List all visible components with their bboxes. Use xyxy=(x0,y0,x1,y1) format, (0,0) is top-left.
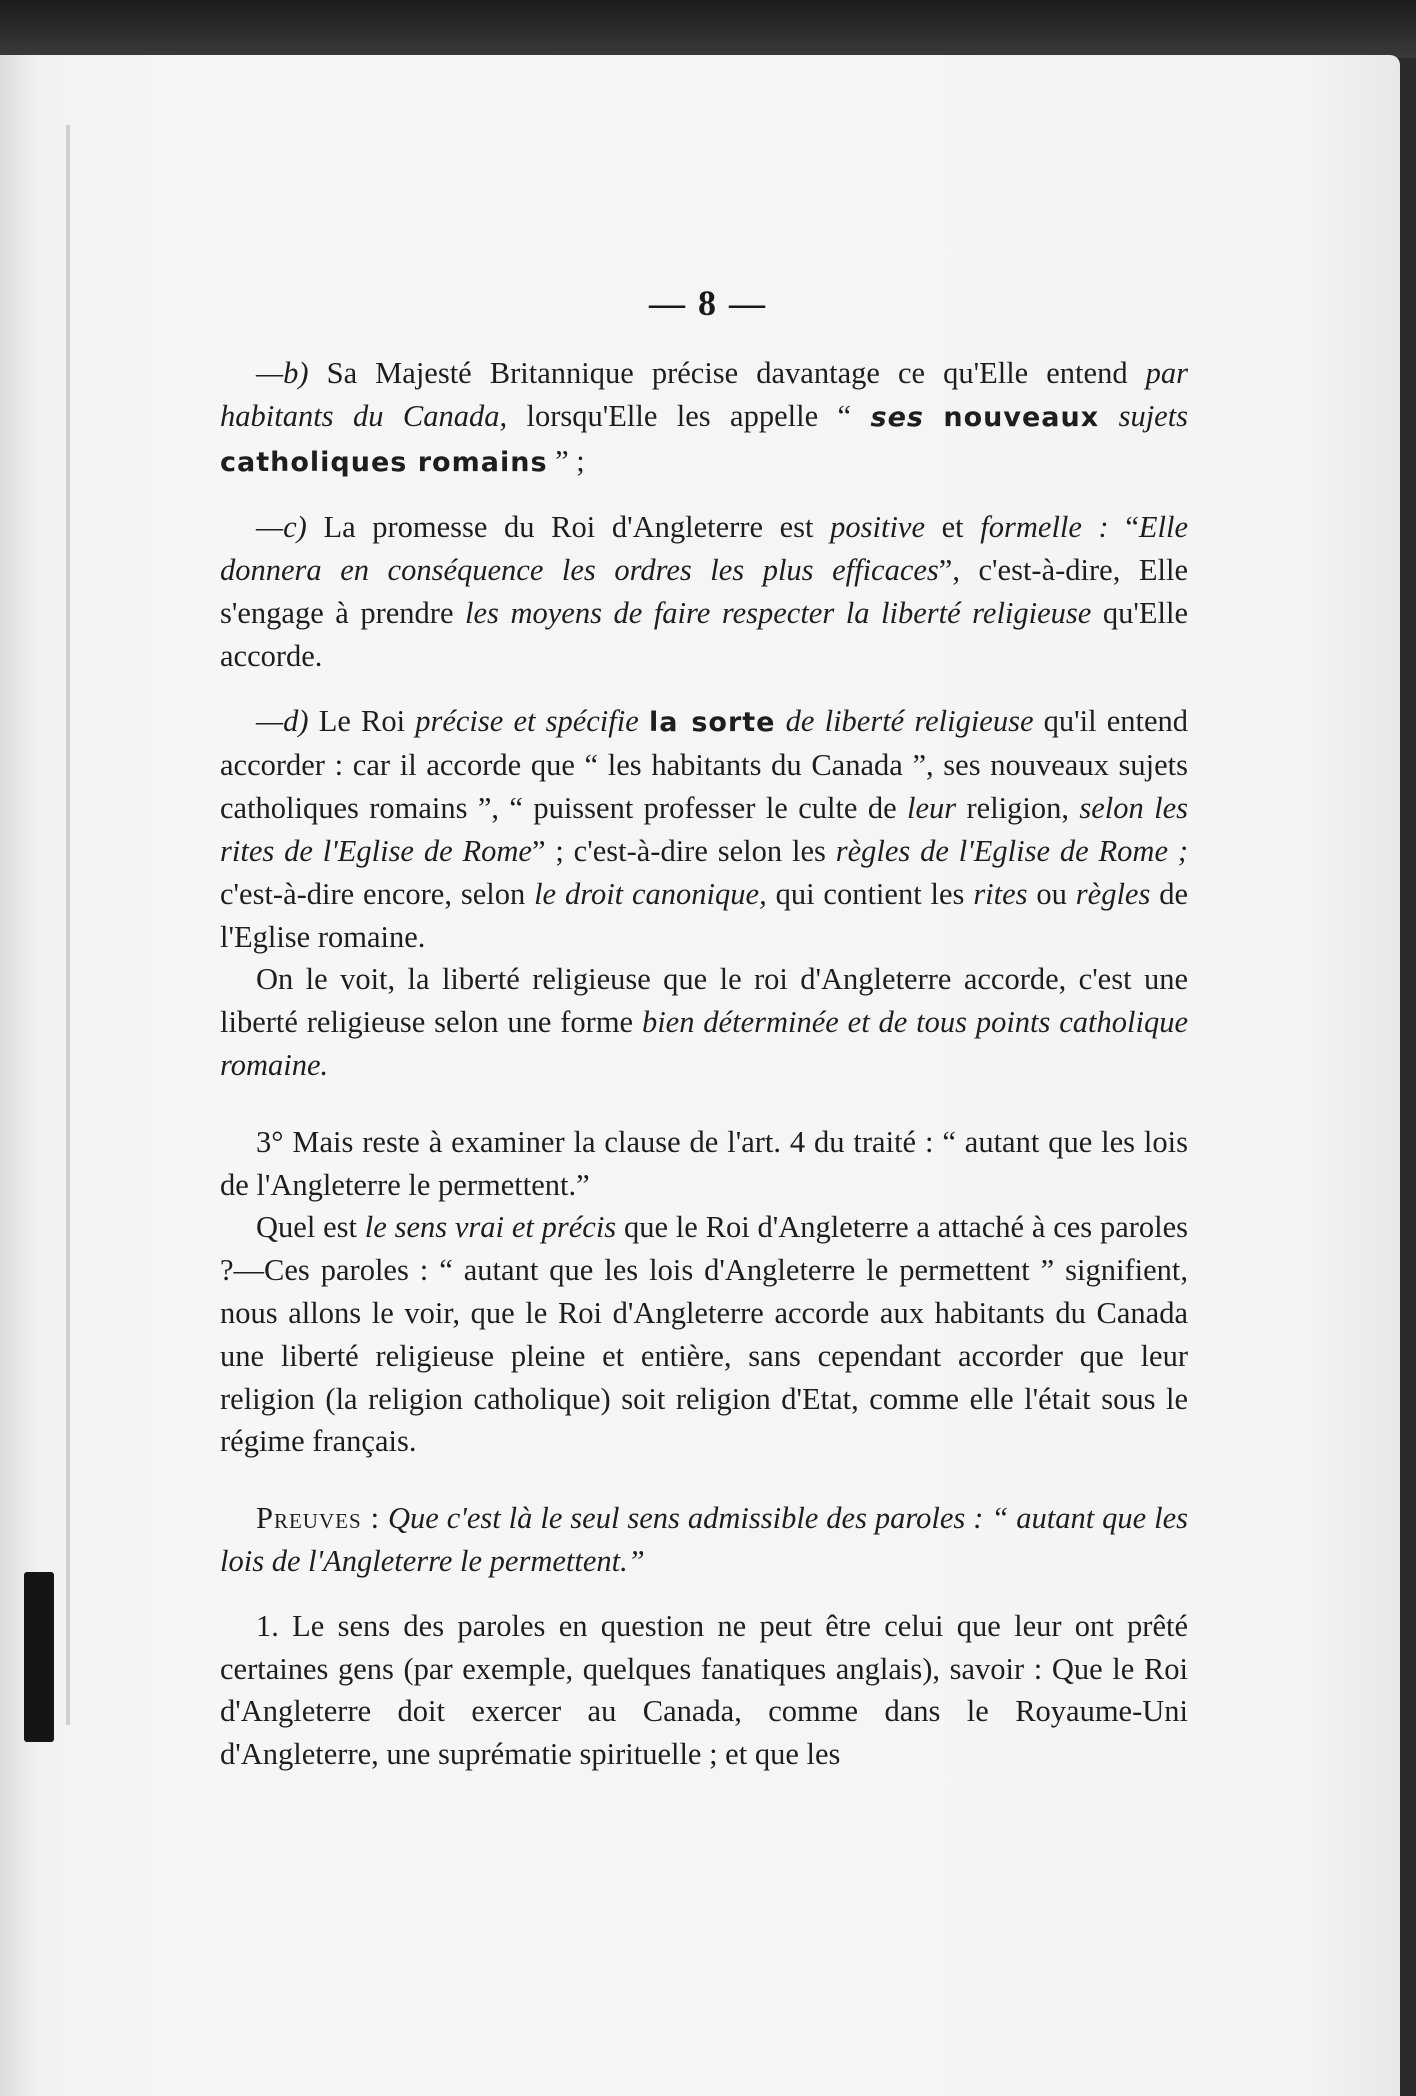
paragraph-3: 3° Mais reste à examiner la clause de l'art. 4 du traité : “ autant que les lois de l'Angleterre le permettent.” xyxy=(220,1124,1188,1202)
paragraph-d-conclusion: On le voit, la liberté religieuse que le roi d'Angleterre accorde, c'est une liberté religieuse selon une forme bien déterminée et de tous points catholique romaine. xyxy=(220,962,1188,1082)
page-number: — 8 — xyxy=(649,283,767,323)
page-fold-shadow xyxy=(66,125,70,1725)
paragraph-c: —c) La promesse du Roi d'Angleterre est positive et formelle : “Elle donnera en conséquence les ordres les plus efficaces”, c'est-à-dire, Elle s'engage à prendre les moyens de faire respecter la liberté religieuse qu'Elle accorde. xyxy=(220,510,1188,673)
paragraph-preuves: Preuves : Que c'est là le seul sens admissible des paroles : “ autant que les lois de l'Angleterre le permettent.” xyxy=(220,1501,1188,1578)
paragraph-1: 1. Le sens des paroles en question ne peut être celui que leur ont prêté certaines gens (par exemple, quelques fanatiques anglais), savoir : Que le Roi d'Angleterre doit exercer au Canada, comme dans le Royaume-Uni d'Angleterre, une suprématie spirituelle ; et que les xyxy=(220,1608,1188,1772)
page-body xyxy=(220,352,1188,1776)
paragraph-d-marker: —d) xyxy=(256,703,309,738)
paragraph-3-sens: Quel est le sens vrai et précis que le Roi d'Angleterre a attaché à ces paroles ?—Ces paroles : “ autant que les lois d'Angleterre le permettent ” signifient, nous allons le voir, que le Roi d'Angleterre accorde aux habitants du Canada une liberté religieuse pleine et entière, sans cependant accorder que leur religion (la religion catholique) soit religion d'Etat, comme elle l'était sous le régime français. xyxy=(220,1210,1189,1459)
paragraph-b-marker: —b) xyxy=(256,356,309,390)
preuves-label: Preuves : xyxy=(256,1501,381,1536)
binding-mark xyxy=(24,1572,54,1742)
scan-top-edge xyxy=(0,0,1416,58)
paragraph-c-marker: —c) xyxy=(256,510,307,545)
paragraph-b: —b) Sa Majesté Britannique précise davantage ce qu'Elle entend par habitants du Canada, lorsqu'Elle les appelle “ ses nouveaux sujets catholiques romains ” ; xyxy=(220,356,1189,478)
paragraph-d: —d) Le Roi précise et spécifie la sorte de liberté religieuse qu'il entend accorder : car il accorde que “ les habitants du Canada ”, ses nouveaux sujets catholiques romains ”, “ puissent professer le culte de leur religion, selon les rites de l'Eglise de Rome” ; c'est-à-dire selon les règles de l'Eglise de Rome ; c'est-à-dire encore, selon le droit canonique, qui contient les rites ou règles de l'Eglise romaine. xyxy=(220,703,1189,954)
